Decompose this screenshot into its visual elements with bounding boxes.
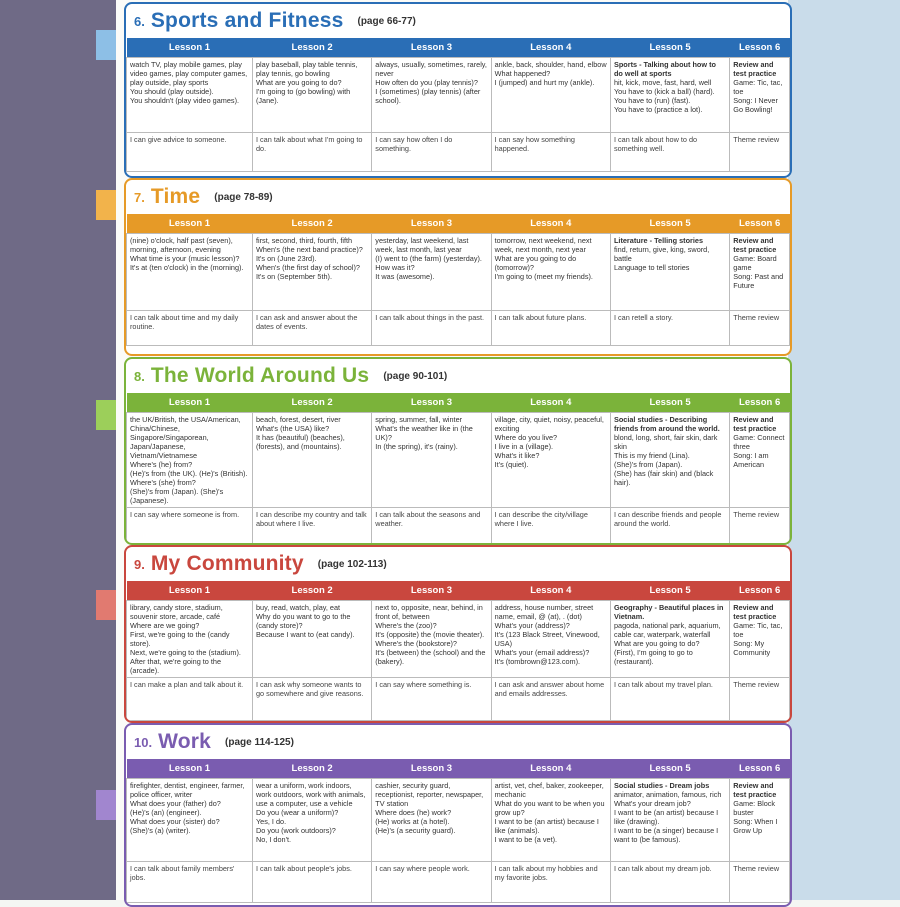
lesson-content-line: Where's (she) from? — [130, 478, 196, 487]
lesson-content-line: Do you (work outdoors)? — [255, 826, 336, 835]
page-right-strip — [788, 0, 900, 900]
lesson-content-line: How was it? — [375, 263, 415, 272]
can-do-statement: I can talk about people's jobs. — [255, 864, 352, 873]
lesson-content-line: You have to (practice a lot). — [613, 105, 703, 114]
lesson-heading: Lesson 1 — [127, 393, 253, 413]
can-do-cell — [610, 311, 729, 346]
lesson-content-line: artist, vet, chef, baker, zookeeper, mechanic — [494, 781, 604, 799]
lesson-content-line: hit, kick, move, fast, hard, well — [613, 78, 712, 87]
lesson-content-line: next to, opposite, near, behind, in front of, between — [375, 603, 483, 621]
lesson-heading: Lesson 2 — [252, 38, 371, 58]
lesson-heading: Lesson 6 — [730, 214, 790, 234]
lesson-heading: Lesson 4 — [491, 393, 610, 413]
can-do-statement: I can make a plan and talk about it. — [130, 680, 244, 689]
lesson-content-line: (She) has (fair skin) and (black hair). — [613, 469, 714, 487]
unit-section — [124, 545, 792, 723]
lesson-content-row — [127, 779, 790, 862]
unit-pages: (page 90-101) — [383, 370, 448, 382]
edge-tab — [96, 190, 116, 220]
lesson-content-cell — [491, 413, 610, 508]
lesson-heading: Lesson 2 — [252, 393, 371, 413]
lesson-content-line: Review and test practice — [733, 60, 777, 78]
can-do-cell — [610, 133, 729, 172]
lesson-content-line: Next, we're going to the (stadium). — [130, 648, 241, 657]
can-do-row — [127, 508, 790, 546]
can-do-statement: I can describe the city/village where I live. — [494, 510, 588, 528]
unit-header — [126, 547, 790, 581]
lesson-content-line: Where do you live? — [494, 433, 558, 442]
lesson-content-line: What are you going to do? — [255, 78, 342, 87]
lesson-content-line: You should (play outside). — [130, 87, 214, 96]
can-do-row — [127, 862, 790, 903]
can-do-statement: I can talk about family members' jobs. — [130, 864, 235, 882]
lesson-content-cell — [372, 234, 491, 311]
lesson-content-line: watch TV, play mobile games, play video games, play computer games, play outside, play sports — [130, 60, 248, 87]
lesson-content-line: I (jumped) and hurt my (ankle). — [494, 78, 595, 87]
lesson-content-cell — [127, 58, 253, 133]
lesson-content-line: Why do you want to go to the (candy store)? — [255, 612, 351, 630]
lesson-content-line: What are you going to do (tomorrow)? — [494, 254, 577, 272]
lesson-content-line: Song: My Community — [733, 639, 771, 657]
can-do-statement: I can talk about time and my daily routine. — [130, 313, 239, 331]
lesson-content-line: What's it like? — [494, 451, 540, 460]
lesson-content-line: (First), I'm going to go to (restaurant). — [613, 648, 693, 666]
lesson-content-line: (She)'s from (Japan). — [613, 460, 683, 469]
unit-pages: (page 114-125) — [225, 736, 294, 748]
lesson-content-cell — [127, 779, 253, 862]
lesson-content-line: Song: When I Grow Up — [733, 817, 778, 835]
lesson-content-line: I want to be (a singer) because I want to (be famous). — [613, 826, 719, 844]
lesson-content-cell — [252, 601, 371, 678]
edge-tab — [96, 590, 116, 620]
can-do-cell — [491, 678, 610, 721]
can-do-statement: I can talk about my hobbies and my favorite jobs. — [494, 864, 598, 882]
lesson-content-line: It's (opposite) the (movie theater). — [375, 630, 485, 639]
lesson-content-line: village, city, quiet, noisy, peaceful, exciting — [494, 415, 604, 433]
lesson-content-line: Song: I am American — [733, 451, 769, 469]
lesson-content-line: First, we're going to the (candy store). — [130, 630, 230, 648]
can-do-statement: I can talk about things in the past. — [375, 313, 485, 322]
unit-header — [126, 4, 790, 38]
lesson-content-line: find, return, give, king, sword, battle — [613, 245, 710, 263]
edge-tab — [96, 400, 116, 430]
can-do-cell — [491, 311, 610, 346]
lesson-content-line: Sports - Talking about how to do well at sports — [613, 60, 716, 78]
lesson-content-cell — [252, 234, 371, 311]
lesson-content-line: What's the weather like in (the UK)? — [375, 424, 473, 442]
lesson-content-line: What do you want to be when you grow up? — [494, 799, 605, 817]
lesson-heading: Lesson 6 — [730, 38, 790, 58]
lesson-content-line: It's at (ten o'clock) in the (morning). — [130, 263, 244, 272]
can-do-cell — [252, 133, 371, 172]
unit-title: Time — [150, 185, 201, 208]
lesson-content-line: How often do you (play tennis)? — [375, 78, 478, 87]
lesson-content-line: It's on (September 5th). — [255, 272, 332, 281]
unit-header — [126, 180, 790, 214]
lesson-content-line: It has (beautiful) (beaches), (forests), and (mountains). — [255, 433, 345, 451]
lesson-table — [126, 38, 790, 172]
lesson-content-line: When's (the next band practice)? — [255, 245, 363, 254]
can-do-cell — [127, 133, 253, 172]
lesson-heading: Lesson 1 — [127, 214, 253, 234]
lesson-heading: Lesson 6 — [730, 581, 790, 601]
can-do-statement: I can say how often I do something. — [375, 135, 453, 153]
can-do-cell — [730, 311, 790, 346]
can-do-statement: I can talk about what I'm going to do. — [255, 135, 363, 153]
lesson-content-cell — [372, 58, 491, 133]
lesson-content-line: the UK/British, the USA/American, China/Chinese, Singapore/Singaporean, Japan/Japanese, Vietnam/Vietnamese — [130, 415, 241, 460]
lesson-content-line: I want to be (an artist) because I like (drawing). — [613, 808, 719, 826]
lesson-content-line: You have to (kick a ball) (hard). — [613, 87, 715, 96]
lesson-content-line: It's (tombrown@123.com). — [494, 657, 581, 666]
can-do-statement: Theme review — [733, 680, 780, 689]
lesson-header-row — [127, 38, 790, 58]
lesson-content-cell — [730, 779, 790, 862]
can-do-statement: Theme review — [733, 864, 780, 873]
can-do-cell — [491, 862, 610, 903]
lesson-content-cell — [127, 234, 253, 311]
lesson-content-cell — [730, 413, 790, 508]
unit-pages: (page 66-77) — [357, 15, 416, 27]
unit-number: 9. — [134, 556, 145, 572]
can-do-cell — [730, 133, 790, 172]
unit-number: 7. — [134, 189, 145, 205]
lesson-content-line: Game: Block buster — [733, 799, 776, 817]
lesson-content-cell — [372, 413, 491, 508]
lesson-content-cell — [610, 58, 729, 133]
lesson-content-line: This is my friend (Lina). — [613, 451, 690, 460]
lesson-content-cell — [730, 234, 790, 311]
lesson-table — [126, 393, 790, 545]
can-do-cell — [610, 862, 729, 903]
lesson-content-cell — [730, 601, 790, 678]
lesson-content-line: always, usually, sometimes, rarely, never — [375, 60, 487, 78]
page-left-edge — [0, 0, 116, 900]
unit-header — [126, 725, 790, 759]
lesson-content-line: What happened? — [494, 69, 551, 78]
can-do-statement: I can give advice to someone. — [130, 135, 227, 144]
lesson-content-line: Where's the (zoo)? — [375, 621, 437, 630]
lesson-heading: Lesson 5 — [610, 581, 729, 601]
lesson-header-row — [127, 393, 790, 413]
lesson-content-line: What's your (email address)? — [494, 648, 590, 657]
can-do-cell — [730, 862, 790, 903]
lesson-content-line: Where's (he) from? — [130, 460, 193, 469]
lesson-content-line: It's on (June 23rd). — [255, 254, 317, 263]
can-do-cell — [730, 508, 790, 546]
lesson-content-line: beach, forest, desert, river — [255, 415, 341, 424]
lesson-content-line: I'm going to (go bowling) with (Jane). — [255, 87, 351, 105]
can-do-statement: I can describe my country and talk about where I live. — [255, 510, 367, 528]
unit-section — [124, 178, 792, 356]
can-do-row — [127, 678, 790, 721]
lesson-header-row — [127, 759, 790, 779]
lesson-content-cell — [610, 779, 729, 862]
lesson-content-line: Review and test practice — [733, 603, 777, 621]
can-do-cell — [127, 508, 253, 546]
unit-title: The World Around Us — [150, 364, 370, 387]
lesson-content-line: blond, long, short, fair skin, dark skin — [613, 433, 718, 451]
can-do-statement: I can ask and answer about the dates of events. — [255, 313, 358, 331]
lesson-content-line: What's your (address)? — [494, 621, 570, 630]
lesson-header-row — [127, 214, 790, 234]
lesson-content-line: (She)'s (a) (writer). — [130, 826, 191, 835]
can-do-statement: I can say where something is. — [375, 680, 472, 689]
can-do-cell — [252, 311, 371, 346]
lesson-header-row — [127, 581, 790, 601]
lesson-table — [126, 581, 790, 721]
lesson-content-line: Language to tell stories — [613, 263, 690, 272]
lesson-content-line: It's (between) the (school) and the (bakery). — [375, 648, 486, 666]
lesson-content-cell — [610, 601, 729, 678]
lesson-heading: Lesson 2 — [252, 214, 371, 234]
lesson-content-line: wear a uniform, work indoors, work outdoors, work with animals, use a computer, use a vehicle — [255, 781, 366, 808]
lesson-content-line: Social studies - Describing friends from around the world. — [613, 415, 720, 433]
lesson-content-line: Game: Board game — [733, 254, 777, 272]
lesson-content-line: address, house number, street name, email, @ (at), . (dot) — [494, 603, 594, 621]
lesson-content-line: Yes, I do. — [255, 817, 287, 826]
lesson-content-line: animator, animation, famous, rich — [613, 790, 722, 799]
can-do-statement: I can ask why someone wants to go somewhere and give reasons. — [255, 680, 364, 698]
lesson-content-cell — [252, 779, 371, 862]
lesson-heading: Lesson 4 — [491, 214, 610, 234]
can-do-cell — [372, 508, 491, 546]
lesson-content-cell — [610, 413, 729, 508]
lesson-content-cell — [491, 779, 610, 862]
lesson-content-line: Geography - Beautiful places in Vietnam. — [613, 603, 724, 621]
unit-title: Sports and Fitness — [150, 9, 344, 32]
lesson-content-line: (He) works at (a hotel). — [375, 817, 450, 826]
can-do-row — [127, 133, 790, 172]
lesson-content-line: What does your (sister) do? — [130, 817, 220, 826]
unit-title: My Community — [150, 552, 304, 575]
lesson-heading: Lesson 3 — [372, 393, 491, 413]
edge-tab — [96, 790, 116, 820]
lesson-heading: Lesson 5 — [610, 759, 729, 779]
can-do-cell — [730, 678, 790, 721]
lesson-content-line: (nine) o'clock, half past (seven), morning, afternoon, evening — [130, 236, 233, 254]
lesson-heading: Lesson 3 — [372, 214, 491, 234]
can-do-cell — [372, 133, 491, 172]
lesson-content-line: Social studies - Dream jobs — [613, 781, 710, 790]
lesson-content-line: I'm going to (meet my friends). — [494, 272, 593, 281]
can-do-cell — [252, 862, 371, 903]
lesson-heading: Lesson 5 — [610, 393, 729, 413]
can-do-cell — [491, 133, 610, 172]
lesson-content-line: (He)'s (an) (engineer). — [130, 808, 202, 817]
lesson-content-line: tomorrow, next weekend, next week, next month, next year — [494, 236, 592, 254]
lesson-content-line: It's (quiet). — [494, 460, 529, 469]
lesson-content-cell — [372, 779, 491, 862]
unit-number: 10. — [134, 734, 153, 750]
unit-pages: (page 78-89) — [214, 191, 273, 203]
lesson-content-line: It's (123 Black Street, Vinewood, USA) — [494, 630, 600, 648]
can-do-cell — [127, 678, 253, 721]
lesson-content-line: In (the spring), it's (rainy). — [375, 442, 458, 451]
lesson-content-line: (She)'s from (Japan). (She)'s (Japanese). — [130, 487, 224, 505]
can-do-cell — [372, 678, 491, 721]
lesson-content-line: When's (the first day of school)? — [255, 263, 360, 272]
lesson-content-cell — [252, 58, 371, 133]
lesson-content-cell — [491, 601, 610, 678]
unit-section — [124, 2, 792, 178]
lesson-content-line: I (sometimes) (play tennis) (after school). — [375, 87, 481, 105]
lesson-content-line: You have to (run) (fast). — [613, 96, 691, 105]
lesson-content-line: Game: Tic, tac, toe — [733, 78, 783, 96]
lesson-content-row — [127, 234, 790, 311]
lesson-content-line: Literature - Telling stories — [613, 236, 704, 245]
lesson-content-line: No, I don't. — [255, 835, 292, 844]
lesson-content-line: Do you (wear a uniform)? — [255, 808, 339, 817]
lesson-content-cell — [730, 58, 790, 133]
lesson-heading: Lesson 4 — [491, 759, 610, 779]
can-do-statement: Theme review — [733, 313, 780, 322]
unit-number: 6. — [134, 13, 145, 29]
lesson-heading: Lesson 2 — [252, 581, 371, 601]
lesson-content-line: Review and test practice — [733, 236, 777, 254]
lesson-heading: Lesson 1 — [127, 581, 253, 601]
lesson-heading: Lesson 5 — [610, 214, 729, 234]
lesson-content-line: Where are we going? — [130, 621, 200, 630]
can-do-cell — [127, 862, 253, 903]
lesson-content-line: What are you going to do? — [613, 639, 700, 648]
lesson-heading: Lesson 3 — [372, 759, 491, 779]
unit-title: Work — [158, 730, 211, 753]
lesson-content-line: first, second, third, fourth, fifth — [255, 236, 353, 245]
can-do-statement: I can say where people work. — [375, 864, 470, 873]
lesson-content-cell — [610, 234, 729, 311]
lesson-heading: Lesson 3 — [372, 581, 491, 601]
lesson-content-line: What time is your (music lesson)? — [130, 254, 240, 263]
lesson-content-line: Where's the (bookstore)? — [375, 639, 457, 648]
can-do-statement: I can talk about my travel plan. — [613, 680, 713, 689]
can-do-statement: I can talk about the seasons and weather. — [375, 510, 481, 528]
lesson-table — [126, 214, 790, 346]
can-do-cell — [610, 508, 729, 546]
lesson-heading: Lesson 4 — [491, 581, 610, 601]
lesson-heading: Lesson 1 — [127, 38, 253, 58]
lesson-content-line: yesterday, last weekend, last week, last month, last year — [375, 236, 469, 254]
lesson-content-cell — [372, 601, 491, 678]
lesson-content-line: (I) went to (the farm) (yesterday). — [375, 254, 482, 263]
lesson-content-line: Because I want to (eat candy). — [255, 630, 355, 639]
can-do-cell — [127, 311, 253, 346]
lesson-content-line: Review and test practice — [733, 781, 777, 799]
unit-number: 8. — [134, 368, 145, 384]
lesson-content-line: You shouldn't (play video games). — [130, 96, 240, 105]
can-do-cell — [610, 678, 729, 721]
lesson-content-line: (He)'s from (the UK). (He)'s (British). — [130, 469, 248, 478]
lesson-heading: Lesson 6 — [730, 759, 790, 779]
lesson-content-line: cashier, security guard, receptionist, reporter, newspaper, TV station — [375, 781, 484, 808]
lesson-content-line: What does your (father) do? — [130, 799, 221, 808]
can-do-cell — [372, 311, 491, 346]
lesson-content-row — [127, 58, 790, 133]
lesson-content-line: (He)'s (a security guard). — [375, 826, 456, 835]
can-do-statement: Theme review — [733, 135, 780, 144]
lesson-content-line: Song: I Never Go Bowling! — [733, 96, 778, 114]
lesson-content-line: What's your dream job? — [613, 799, 691, 808]
lesson-content-line: What's (the USA) like? — [255, 424, 330, 433]
can-do-cell — [252, 508, 371, 546]
can-do-cell — [372, 862, 491, 903]
lesson-content-cell — [491, 234, 610, 311]
lesson-content-cell — [491, 58, 610, 133]
lesson-content-line: spring, summer, fall, winter — [375, 415, 463, 424]
lesson-heading: Lesson 1 — [127, 759, 253, 779]
lesson-content-line: It was (awesome). — [375, 272, 435, 281]
lesson-content-cell — [127, 601, 253, 678]
lesson-content-line: Review and test practice — [733, 415, 777, 433]
lesson-content-line: After that, we're going to the (arcade). — [130, 657, 222, 675]
can-do-cell — [491, 508, 610, 546]
lesson-heading: Lesson 4 — [491, 38, 610, 58]
can-do-statement: I can talk about my dream job. — [613, 864, 712, 873]
lesson-content-line: buy, read, watch, play, eat — [255, 603, 341, 612]
lesson-content-cell — [252, 413, 371, 508]
lesson-content-line: I want to be (an artist) because I like (animals). — [494, 817, 599, 835]
edge-tab — [96, 30, 116, 60]
can-do-statement: I can ask and answer about home and emails addresses. — [494, 680, 605, 698]
can-do-row — [127, 311, 790, 346]
lesson-content-line: pagoda, national park, aquarium, cable car, waterpark, waterfall — [613, 621, 721, 639]
lesson-content-line: Song: Past and Future — [733, 272, 784, 290]
lesson-heading: Lesson 2 — [252, 759, 371, 779]
unit-header — [126, 359, 790, 393]
lesson-content-line: I live in a (village). — [494, 442, 554, 451]
lesson-heading: Lesson 5 — [610, 38, 729, 58]
lesson-content-line: ankle, back, shoulder, hand, elbow — [494, 60, 607, 69]
unit-section — [124, 357, 792, 545]
lesson-table — [126, 759, 790, 903]
lesson-content-row — [127, 413, 790, 508]
can-do-statement: I can talk about future plans. — [494, 313, 587, 322]
lesson-content-cell — [127, 413, 253, 508]
can-do-statement: I can say how something happened. — [494, 135, 575, 153]
can-do-statement: I can talk about how to do something well. — [613, 135, 698, 153]
lesson-heading: Lesson 3 — [372, 38, 491, 58]
can-do-cell — [252, 678, 371, 721]
lesson-content-line: firefighter, dentist, engineer, farmer, police officer, writer — [130, 781, 245, 799]
can-do-statement: Theme review — [733, 510, 780, 519]
can-do-statement: I can say where someone is from. — [130, 510, 240, 519]
lesson-content-line: Where does (he) work? — [375, 808, 452, 817]
unit-section — [124, 723, 792, 907]
can-do-statement: I can retell a story. — [613, 313, 674, 322]
lesson-content-line: library, candy store, stadium, souvenir store, arcade, café — [130, 603, 223, 621]
lesson-content-line: play baseball, play table tennis, play tennis, go bowling — [255, 60, 358, 78]
can-do-statement: I can describe friends and people around the world. — [613, 510, 722, 528]
lesson-content-line: Game: Connect three — [733, 433, 785, 451]
lesson-heading: Lesson 6 — [730, 393, 790, 413]
lesson-content-line: I want to be (a vet). — [494, 835, 558, 844]
lesson-content-row — [127, 601, 790, 678]
unit-pages: (page 102-113) — [317, 558, 387, 570]
lesson-content-line: Game: Tic, tac, toe — [733, 621, 783, 639]
